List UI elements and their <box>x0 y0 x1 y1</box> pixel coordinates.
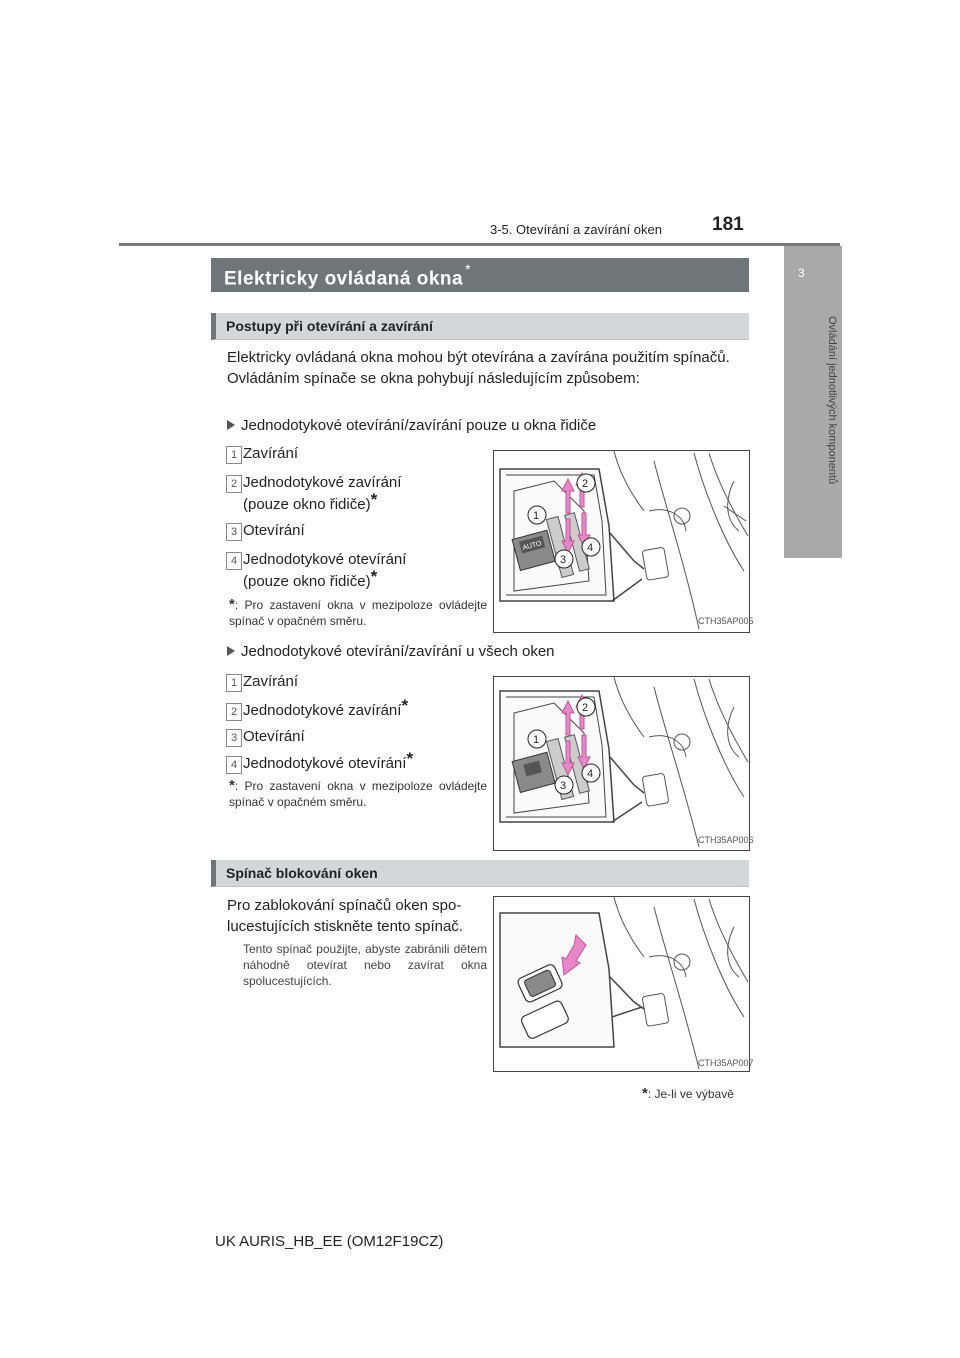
chapter-number: 3 <box>798 266 805 280</box>
star-mark: * <box>370 567 378 586</box>
svg-text:4: 4 <box>587 768 594 780</box>
section-title: 3-5. Otevírání a zavírání oken <box>490 222 662 237</box>
item-number: 2 <box>226 475 242 493</box>
page-number: 181 <box>712 214 744 235</box>
star-mark: * <box>401 696 409 715</box>
svg-text:1: 1 <box>533 734 540 746</box>
item-number: 4 <box>226 552 242 570</box>
svg-text:4: 4 <box>587 542 594 554</box>
section-heading-lock-switch: Spínač blokování oken <box>211 860 749 887</box>
bullet-all-windows: Jednodotykové otevírání/zavírání u všech oken <box>227 643 555 660</box>
item-text: Zavírání <box>243 673 299 690</box>
figure-code: CTH35AP007 <box>698 1058 754 1068</box>
lock-switch-note: Tento spínač použijte, abyste zabránili dětem náhodně otevírat nebo zavírat okna spolucestujících. <box>243 942 487 988</box>
svg-text:1: 1 <box>533 510 540 522</box>
page-title-bar <box>211 258 749 292</box>
bullet-arrow-icon <box>227 420 235 430</box>
star-mark: * <box>406 749 414 768</box>
item-text: Jednodotykové otevírání <box>243 551 407 568</box>
item-text-note: (pouze okno řidiče)* <box>243 567 378 590</box>
figure-code: CTH35AP006 <box>698 835 754 845</box>
svg-text:2: 2 <box>582 702 589 714</box>
item-number: 3 <box>226 523 242 541</box>
lock-switch-paragraph: Pro zablokování spínačů oken spo- lucestujících stiskněte tento spínač. <box>227 897 463 935</box>
svg-text:3: 3 <box>560 554 567 566</box>
item-number: 1 <box>226 674 242 692</box>
item-number: 3 <box>226 729 242 747</box>
chapter-label: Ovládání jednotlivých komponentů <box>826 316 838 485</box>
footnote: *: Je-li ve výbavě <box>642 1085 734 1102</box>
window-switch-illustration <box>494 451 749 632</box>
bullet-arrow-icon <box>227 646 235 656</box>
item-text: Zavírání <box>243 445 299 462</box>
item-text: Jednodotykové zavírání* <box>243 696 409 719</box>
bullet-driver-only: Jednodotykové otevírání/zavírání pouze u okna řidiče <box>227 417 596 434</box>
lock-switch-illustration <box>494 897 749 1071</box>
item-text: Otevírání <box>243 728 305 745</box>
intro-paragraph: Elektricky ovládaná okna mohou být otevírána a zavírána použitím spínačů. Ovládáním spínače se okna pohybují následujícím způsobem: <box>227 349 730 387</box>
page-title: Elektricky ovládaná okna <box>224 268 464 290</box>
note-intermediate-stop: *: Pro zastavení okna v mezipoloze ovládejte spínač v opačném směru. <box>229 777 487 809</box>
item-number: 2 <box>226 703 242 721</box>
item-text: Jednodotykové zavírání <box>243 474 402 491</box>
item-number: 1 <box>226 446 242 464</box>
title-mark: * <box>465 261 472 277</box>
auto-label: AUTO <box>521 540 543 552</box>
window-switch-illustration <box>494 677 749 850</box>
star-mark: * <box>370 490 378 509</box>
item-text-note: (pouze okno řidiče)* <box>243 490 378 513</box>
figure-driver-switch <box>493 450 754 633</box>
svg-text:2: 2 <box>582 478 589 490</box>
item-number: 4 <box>226 756 242 774</box>
svg-text:3: 3 <box>560 780 567 792</box>
figure-lock-switch <box>493 896 754 1072</box>
item-text: Otevírání <box>243 522 305 539</box>
item-text: Jednodotykové otevírání* <box>243 749 414 772</box>
section-heading-procedures: Postupy při otevírání a zavírání <box>211 313 749 340</box>
header-rule <box>119 243 840 246</box>
figure-all-switch <box>493 676 754 851</box>
figure-code: CTH35AP005 <box>698 616 754 626</box>
note-intermediate-stop: *: Pro zastavení okna v mezipoloze ovládejte spínač v opačném směru. <box>229 596 487 628</box>
document-code: UK AURIS_HB_EE (OM12F19CZ) <box>215 1233 444 1250</box>
